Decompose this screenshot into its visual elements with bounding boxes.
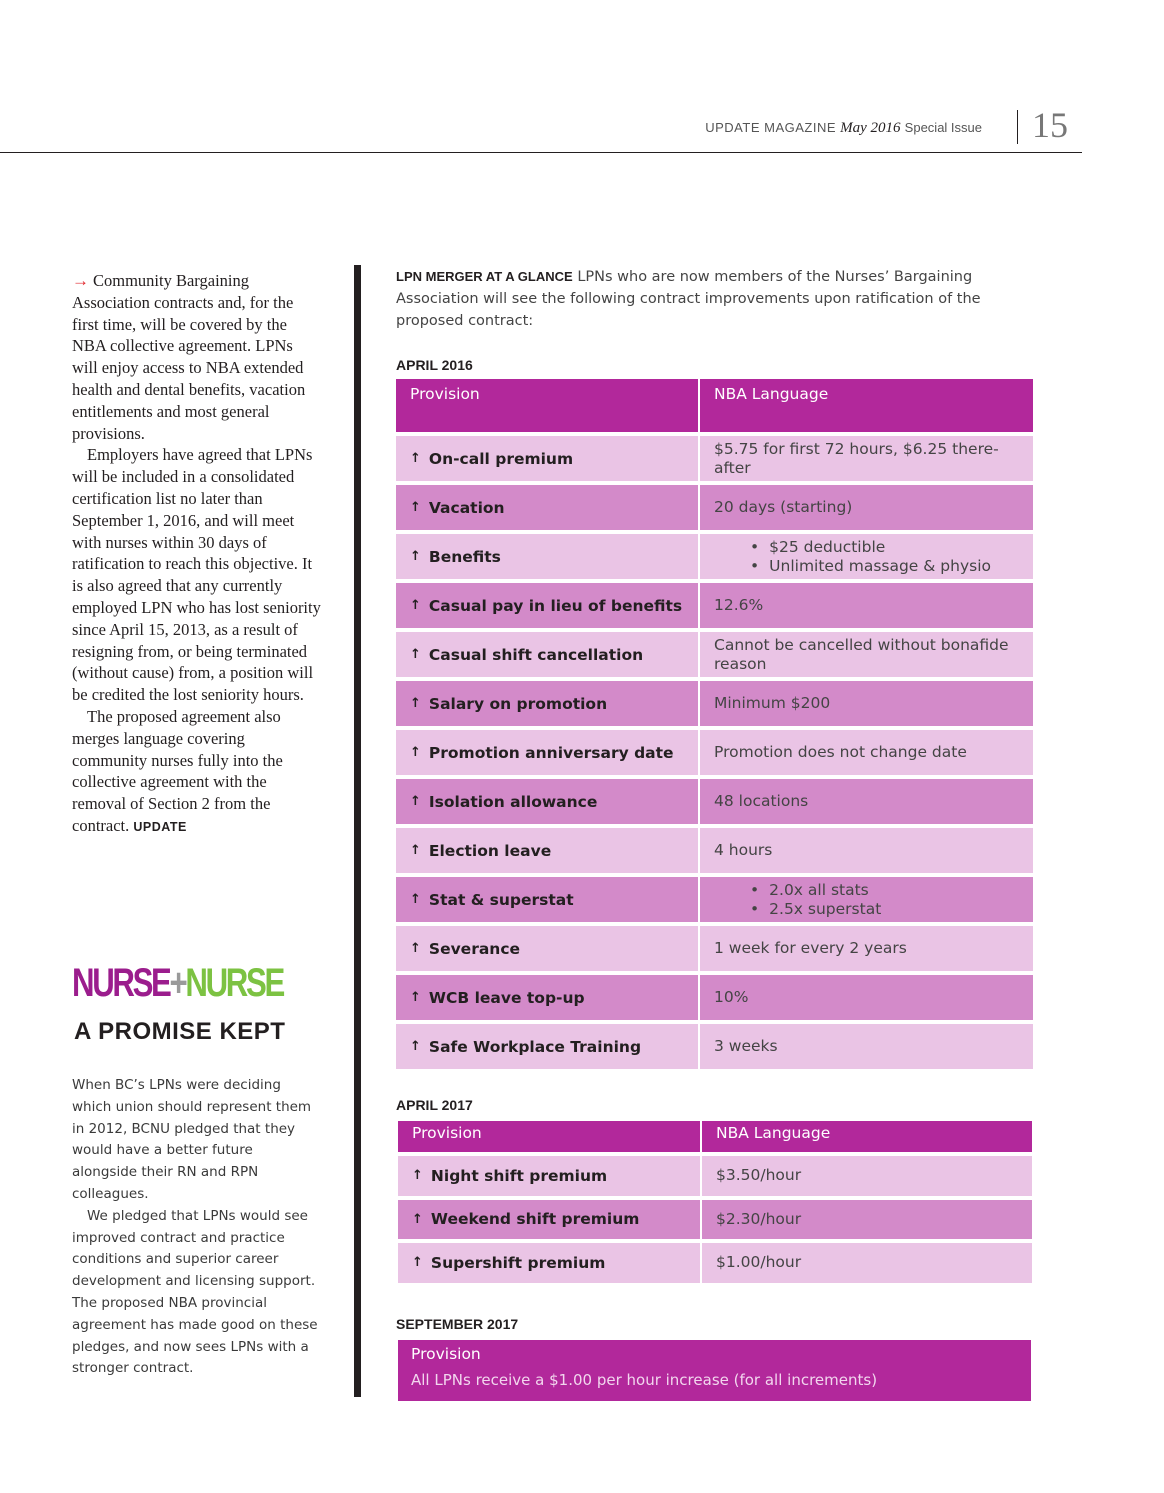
language-text: $3.50/hour [716,1166,802,1185]
table-row [396,1024,1033,1073]
language-text: 10% [714,988,749,1006]
intro-lead: LPN MERGER AT A GLANCE [396,269,573,284]
provision-cell [396,681,700,726]
up-arrow-icon: ↑ [410,647,421,662]
bullet-item: • 2.0x all stats [750,881,881,900]
language-cell [700,779,1033,824]
language-cell [700,485,1033,530]
column-header-provision: Provision [411,1345,481,1363]
provision-cell [396,485,700,530]
provision-cell [396,779,700,824]
heading-april-2016: APRIL 2016 [396,357,473,373]
language-cell [700,583,1033,628]
promise-paragraph-1: When BC’s LPNs were deciding which union should represent them in 2012, BCNU pledged that they would have a better future alongside their RN and RPN colleagues. [72,1077,312,1202]
provision-cell [396,926,700,971]
language-text: 20 days (starting) [714,498,853,516]
up-arrow-icon: ↑ [410,549,421,564]
column-divider [354,265,361,1397]
header-rule [0,152,1082,153]
magazine-name: UPDATE MAGAZINE [705,120,837,135]
provision-cell [398,1243,702,1283]
table-row [396,681,1033,730]
table-row [398,1243,1032,1287]
september-2017-text: All LPNs receive a $1.00 per hour increase (for all increments) [411,1371,878,1389]
language-bullets [750,881,881,919]
language-text: $2.30/hour [716,1209,802,1228]
provision-label: Severance [428,939,521,958]
up-arrow-icon: ↑ [410,598,421,613]
provision-cell [396,975,700,1020]
provision-label: Salary on promotion [428,694,608,713]
running-header [705,120,982,137]
table-row [396,779,1033,828]
up-arrow-icon: ↑ [412,1255,423,1271]
provision-cell [398,1200,702,1240]
merger-intro [396,266,1036,332]
table-row [396,485,1033,534]
provision-cell [396,1024,700,1069]
language-text: 12.6% [714,596,764,614]
provision-label: Election leave [428,841,552,860]
table-row [396,926,1033,975]
end-tag: UPDATE [133,819,187,834]
up-arrow-icon: ↑ [412,1211,423,1227]
provision-label: Casual shift cancellation [428,645,644,664]
language-cell [700,828,1033,873]
language-cell [700,877,1033,922]
column-header-language: NBA Language [714,385,829,403]
right-arrow-icon: → [72,271,89,290]
table-row [396,436,1033,485]
up-arrow-icon: ↑ [412,1168,423,1184]
provision-cell [396,877,700,922]
up-arrow-icon: ↑ [410,500,421,515]
language-bullets [750,538,991,576]
language-text: $1.00/hour [716,1253,802,1272]
promise-body [72,1075,322,1380]
bullet-item: • 2.5x superstat [750,900,881,919]
issue-label: Special Issue [904,120,982,135]
column-header-provision: Provision [398,1121,702,1152]
provision-cell [396,583,700,628]
language-cell [702,1200,1032,1240]
language-text: 1 week for every 2 years [714,939,907,957]
language-text: Cannot be cancelled without bonafide reason [714,635,1009,673]
up-arrow-icon: ↑ [410,1039,421,1054]
provision-cell [396,730,700,775]
promise-title: A PROMISE KEPT [74,1018,286,1045]
language-cell [700,681,1033,726]
provision-label: Supershift premium [430,1253,606,1272]
heading-september-2017: SEPTEMBER 2017 [396,1316,519,1332]
provision-cell [396,534,700,579]
provision-label: Vacation [428,498,505,517]
nurse-nurse-logo: NURSE+NURSE [72,961,283,1005]
language-text: Promotion does not change date [714,743,967,761]
provision-cell [396,436,700,481]
up-arrow-icon: ↑ [410,696,421,711]
table-row [398,1200,1032,1244]
language-cell [700,730,1033,775]
language-text: $5.75 for first 72 hours, $6.25 there-after [714,439,999,477]
table-header [396,379,1033,436]
language-cell [700,1024,1033,1069]
provision-cell [396,828,700,873]
promise-paragraph-2: We pledged that LPNs would see improved contract and practice conditions and superior career development and licensing support. The proposed NBA provincial agreement has made good on these pledges, and now sees LPNs with a stronger contract. [72,1207,318,1377]
language-cell [702,1243,1032,1283]
language-text: 48 locations [714,792,809,810]
bullet-item: • Unlimited massage & physio [750,557,991,576]
provision-cell [396,632,700,677]
column-header-provision: Provision [396,379,700,432]
provision-label: Benefits [428,547,501,566]
article-paragraph-3: The proposed agreement also merges language covering community nurses fully into the collective agreement with the removal of Section 2 from the contract. UPDATE [72,706,283,835]
header-divider [1017,110,1018,144]
issue-date: May 2016 [840,120,901,136]
language-cell [700,926,1033,971]
column-header-language: NBA Language [716,1124,831,1142]
provision-label: Safe Workplace Training [428,1037,642,1056]
language-text: 3 weeks [714,1037,778,1055]
language-cell [702,1156,1032,1196]
up-arrow-icon: ↑ [410,794,421,809]
table-header [398,1121,1032,1156]
language-cell [700,632,1033,677]
table-september-2017 [398,1340,1031,1401]
intro-text: LPNs who are now members of the Nurses’ Bargaining Association will see the following contract improvements upon ratification of the proposed contract: [396,269,981,329]
provision-label: WCB leave top-up [428,988,585,1007]
language-cell [700,436,1033,481]
provision-label: Weekend shift premium [430,1210,640,1229]
provision-label: Promotion anniversary date [428,743,674,762]
provision-label: Night shift premium [430,1166,608,1185]
table-row [398,1156,1032,1200]
provision-label: Isolation allowance [428,792,598,811]
table-april-2017 [398,1121,1032,1287]
up-arrow-icon: ↑ [410,451,421,466]
article-paragraph-1: → Community Bargaining Association contracts and, for the first time, will be covered by the NBA collective agreement. LPNs will enjoy access to NBA extended health and dental benefits, vacation entitlements and most general provisions. [72,271,306,443]
table-row [396,632,1033,681]
table-row [396,583,1033,632]
up-arrow-icon: ↑ [410,941,421,956]
article-paragraph-2: Employers have agreed that LPNs will be included in a consolidated certification list no later than September 1, 2016, and will meet with nurses within 30 days of ratification to reach this objective. It is also agreed that any currently employed LPN who has lost seniority since April 15, 2013, as a result of resigning from, or being terminated (without cause) from, a position will be credited the lost seniority hours. [72,445,321,705]
table-row [396,877,1033,926]
up-arrow-icon: ↑ [410,843,421,858]
language-cell [700,975,1033,1020]
heading-april-2017: APRIL 2017 [396,1097,473,1113]
provision-cell [398,1156,702,1196]
table-april-2016 [396,379,1033,1073]
provision-label: Casual pay in lieu of benefits [428,596,683,615]
up-arrow-icon: ↑ [410,745,421,760]
page-number: 15 [1032,105,1068,145]
up-arrow-icon: ↑ [410,990,421,1005]
article-continuation [72,270,322,839]
language-cell [700,534,1033,579]
table-row [396,828,1033,877]
language-text: Minimum $200 [714,694,831,712]
table-row [396,975,1033,1024]
provision-label: Stat & superstat [428,890,574,909]
table-row [396,534,1033,583]
bullet-item: • $25 deductible [750,538,991,557]
table-row [396,730,1033,779]
provision-label: On-call premium [428,449,574,468]
language-text: 4 hours [714,841,773,859]
up-arrow-icon: ↑ [410,892,421,907]
